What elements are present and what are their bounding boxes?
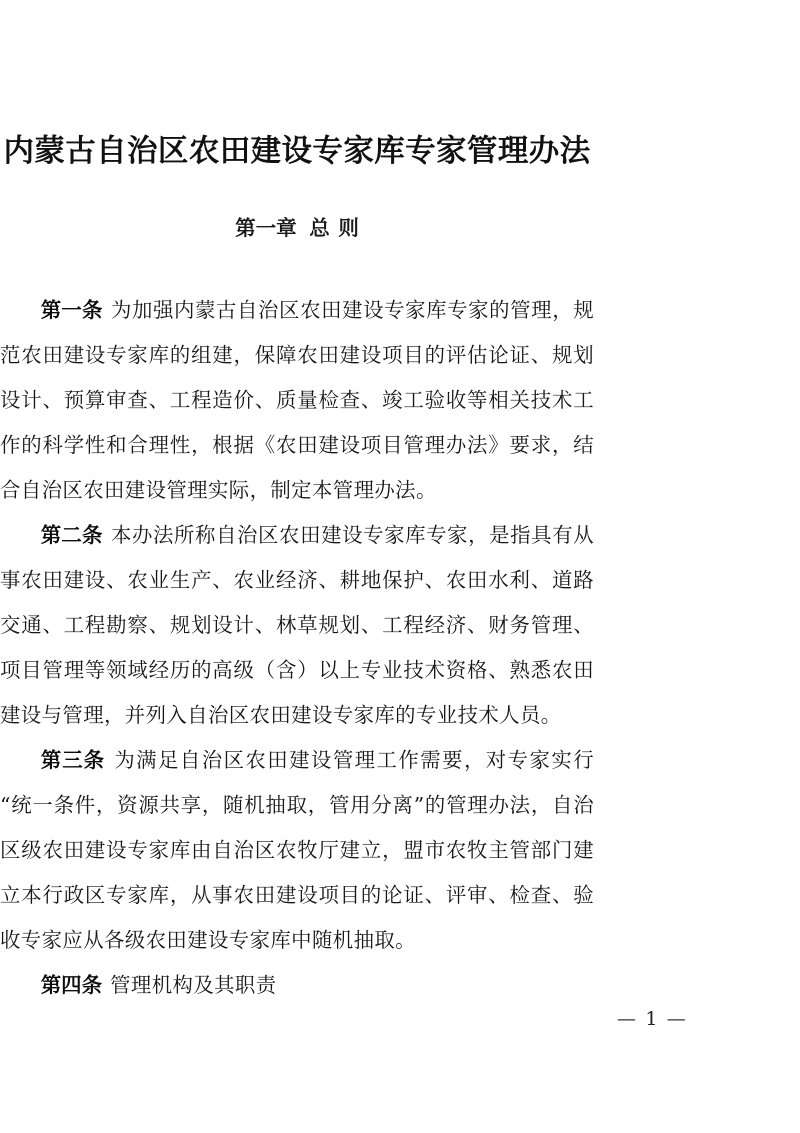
article-label-1: 第一条	[40, 298, 103, 322]
article-text-4: 管理机构及其职责	[110, 973, 277, 997]
page-number-footer	[0, 1008, 800, 1030]
page-number-dash-right: —	[666, 1008, 688, 1030]
chapter-heading	[0, 216, 594, 241]
article-list	[0, 288, 594, 1008]
article-text-2: 本办法所称自治区农田建设专家库专家，是指具有从事农田建设、农业生产、农业经济、耕地保护、农田水利、道路交通、工程勘察、规划设计、林草规划、工程经济、财务管理、项目管理等领域经历的高级（含）以上专业技术资格、熟悉农田建设与管理，并列入自治区农田建设专家库的专业技术人员。	[0, 523, 594, 727]
page-number-dash-left: —	[617, 1008, 639, 1030]
article-label-4: 第四条	[40, 973, 102, 997]
article-paragraph-2	[0, 513, 594, 738]
article-text-3: 为满足自治区农田建设管理工作需要，对专家实行“统一条件，资源共享，随机抽取，管用分离”的管理办法，自治区级农田建设专家库由自治区农牧厅建立，盟市农牧主管部门建立本行政区专家库，从事农田建设项目的论证、评审、检查、验收专家应从各级农田建设专家库中随机抽取。	[0, 748, 594, 952]
chapter-number: 第一章	[235, 216, 297, 240]
page-number-inner	[610, 1008, 695, 1030]
page-number-value: 1	[645, 1008, 660, 1030]
article-label-2: 第二条	[40, 523, 103, 547]
page-title: 内蒙古自治区农田建设专家库专家管理办法	[3, 134, 591, 169]
article-label-3: 第三条	[40, 748, 106, 772]
article-text-1: 为加强内蒙古自治区农田建设专家库专家的管理，规范农田建设专家库的组建，保障农田建设项目的评估论证、规划设计、预算审查、工程造价、质量检查、竣工验收等相关技术工作的科学性和合理性，根据《农田建设项目管理办法》要求，结合自治区农田建设管理实际，制定本管理办法。	[0, 298, 594, 502]
article-paragraph-3	[0, 738, 594, 963]
article-paragraph-1	[0, 288, 594, 513]
chapter-name-char-1: 总	[309, 216, 339, 240]
article-paragraph-4	[0, 963, 594, 1008]
chapter-name-char-2: 则	[338, 216, 359, 240]
